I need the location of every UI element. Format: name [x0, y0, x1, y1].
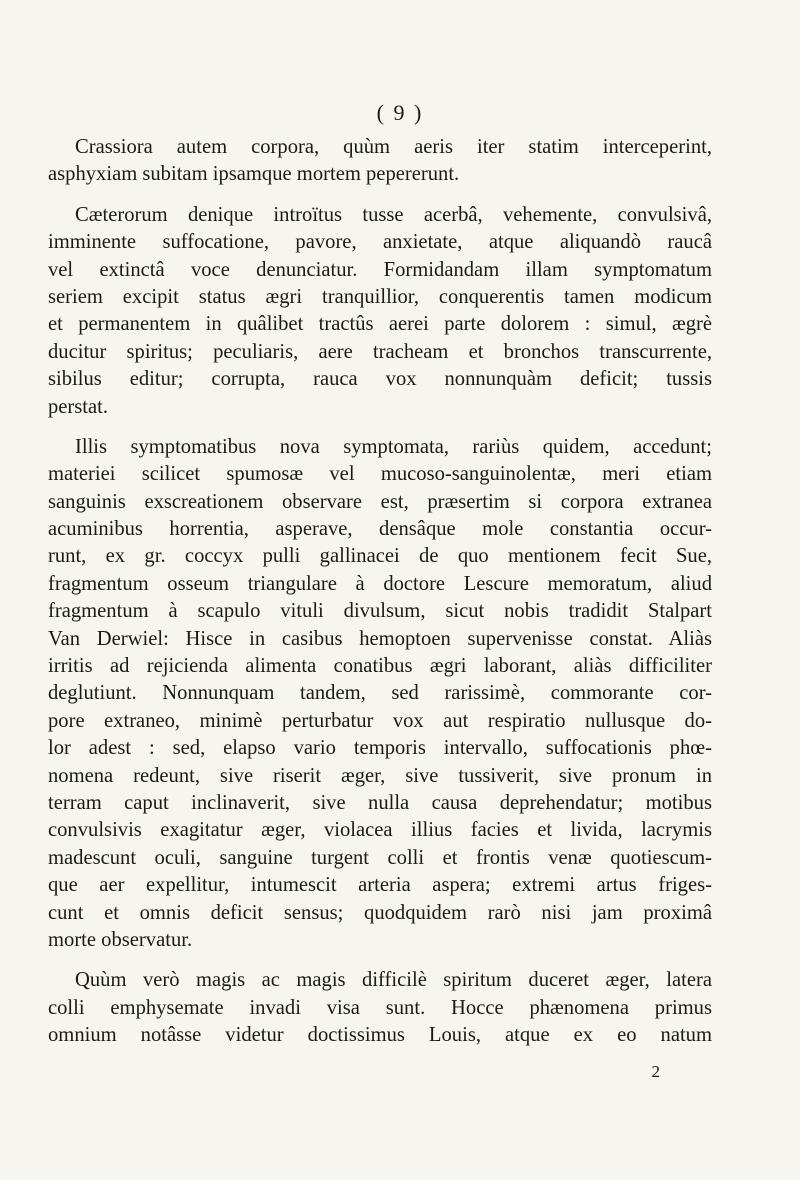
text-line: omnium notâsse videtur doctissimus Louis, atque ex eo natum — [48, 1024, 712, 1047]
text-line: et permanentem in quâlibet tractûs aerei parte dolorem : simul, ægrè — [48, 313, 712, 336]
body-text — [48, 134, 712, 1050]
text-line: pore extraneo, minimè perturbatur vox aut respiratio nullusque do- — [48, 709, 712, 732]
text-line: perstat. — [48, 395, 109, 418]
text-line: Van Derwiel: Hisce in casibus hemoptoen supervenisse constat. Aliàs — [48, 627, 712, 650]
paragraph — [48, 202, 712, 421]
text-line: fragmentum osseum triangulare à doctore Lescure memoratum, aliud — [48, 572, 712, 595]
text-line: cunt et omnis deficit sensus; quodquidem rarò nisi jam proximâ — [48, 901, 712, 924]
text-line: morte observatur. — [48, 928, 193, 951]
signature-mark: 2 — [651, 1062, 660, 1081]
text-line: materiei scilicet spumosæ vel mucoso-sanguinolentæ, meri etiam — [48, 463, 712, 486]
paragraph — [48, 434, 712, 954]
text-line: Illis symptomatibus nova symptomata, rariùs quidem, accedunt; — [75, 435, 712, 458]
paragraph — [48, 967, 712, 1049]
text-line: irritis ad rejicienda alimenta conatibus ægri laborant, aliàs difficiliter — [48, 655, 712, 678]
text-line: ducitur spiritus; peculiaris, aere tracheam et bronchos transcurrente, — [48, 340, 712, 363]
text-line: terram caput inclinaverit, sive nulla causa deprehendatur; motibus — [48, 791, 712, 814]
text-line: sibilus editur; corrupta, rauca vox nonnunquàm deficit; tussis — [48, 368, 712, 391]
text-line: asphyxiam subitam ipsamque mortem pepererunt. — [48, 163, 460, 186]
text-line: acuminibus horrentia, asperave, densâque mole constantia occur- — [48, 518, 712, 541]
text-line: nomena redeunt, sive riserit æger, sive tussiverit, sive pronum in — [48, 764, 712, 787]
text-line: colli emphysemate invadi visa sunt. Hocce phænomena primus — [48, 996, 712, 1019]
text-line: runt, ex gr. coccyx pulli gallinacei de quo mentionem fecit Sue, — [48, 545, 712, 568]
text-line: Quùm verò magis ac magis difficilè spiritum duceret æger, latera — [75, 969, 712, 992]
text-line: fragmentum à scapulo vituli divulsum, sicut nobis tradidit Stalpart — [48, 600, 712, 623]
text-line: imminente suffocatione, pavore, anxietate, atque aliquandò raucâ — [48, 231, 712, 254]
text-line: Crassiora autem corpora, quùm aeris iter statim interceperint, — [75, 136, 712, 158]
text-line: sanguinis exscreationem observare est, præsertim si corpora extranea — [48, 490, 712, 513]
text-line: lor adest : sed, elapso vario temporis intervallo, suffocationis phœ- — [48, 737, 712, 760]
text-line: que aer expellitur, intumescit arteria aspera; extremi artus friges- — [48, 874, 712, 897]
text-line: seriem excipit status ægri tranquillior, conquerentis tamen modicum — [48, 285, 712, 308]
page-number: ( 9 ) — [376, 100, 424, 125]
text-line: Cæterorum denique introïtus tusse acerbâ, vehemente, convulsivâ, — [75, 203, 712, 226]
paragraph — [48, 134, 712, 189]
text-line: deglutiunt. Nonnunquam tandem, sed rarissimè, commorante cor- — [48, 682, 712, 705]
text-line: convulsivis exagitatur æger, violacea illius facies et livida, lacrymis — [48, 819, 712, 842]
text-line: vel extinctâ voce denunciatur. Formidandam illam symptomatum — [48, 258, 712, 281]
text-line: madescunt oculi, sanguine turgent colli et frontis venæ quotiescum- — [48, 846, 712, 869]
